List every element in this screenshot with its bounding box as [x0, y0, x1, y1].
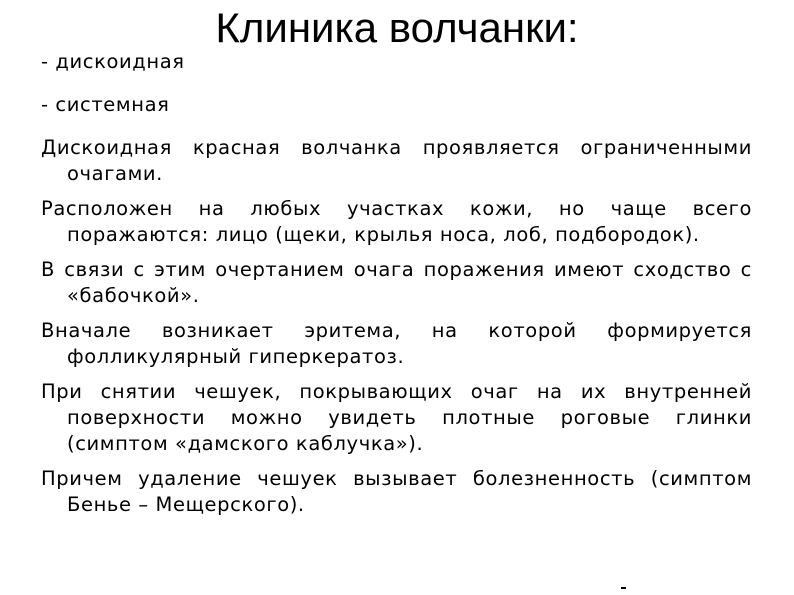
- slide-title: Клиника волчанки:: [215, 4, 579, 51]
- list-item-systemic: - системная: [41, 93, 170, 116]
- paragraph-location: Расположен на любых участках кожи, но чаще всего поражаются: лицо (щеки, крылья носа, лоб, подбородок).: [41, 197, 752, 246]
- slide-body: [41, 49, 752, 527]
- paragraph-butterfly: В связи с этим очертанием очага поражения имеют сходство с «бабочкой».: [41, 258, 752, 307]
- paragraph-erythema: Вначале возникает эритема, на которой формируется фолликулярный гиперкератоз.: [41, 319, 752, 368]
- footer-mark: [621, 587, 626, 589]
- list-item-discoid: - дискоидная: [41, 50, 185, 73]
- paragraph-besnier-meshchersky: Причем удаление чешуек вызывает болезненность (симптом Бенье – Мещерского).: [41, 467, 752, 516]
- paragraph-discoid-lupus: Дискоидная красная волчанка проявляется ограниченными очагами.: [41, 136, 752, 185]
- paragraph-scales-removal: При снятии чешуек, покрывающих очаг на их внутренней поверхности можно увидеть плотные роговые глинки (симптом «дамского каблучка»).: [41, 380, 752, 455]
